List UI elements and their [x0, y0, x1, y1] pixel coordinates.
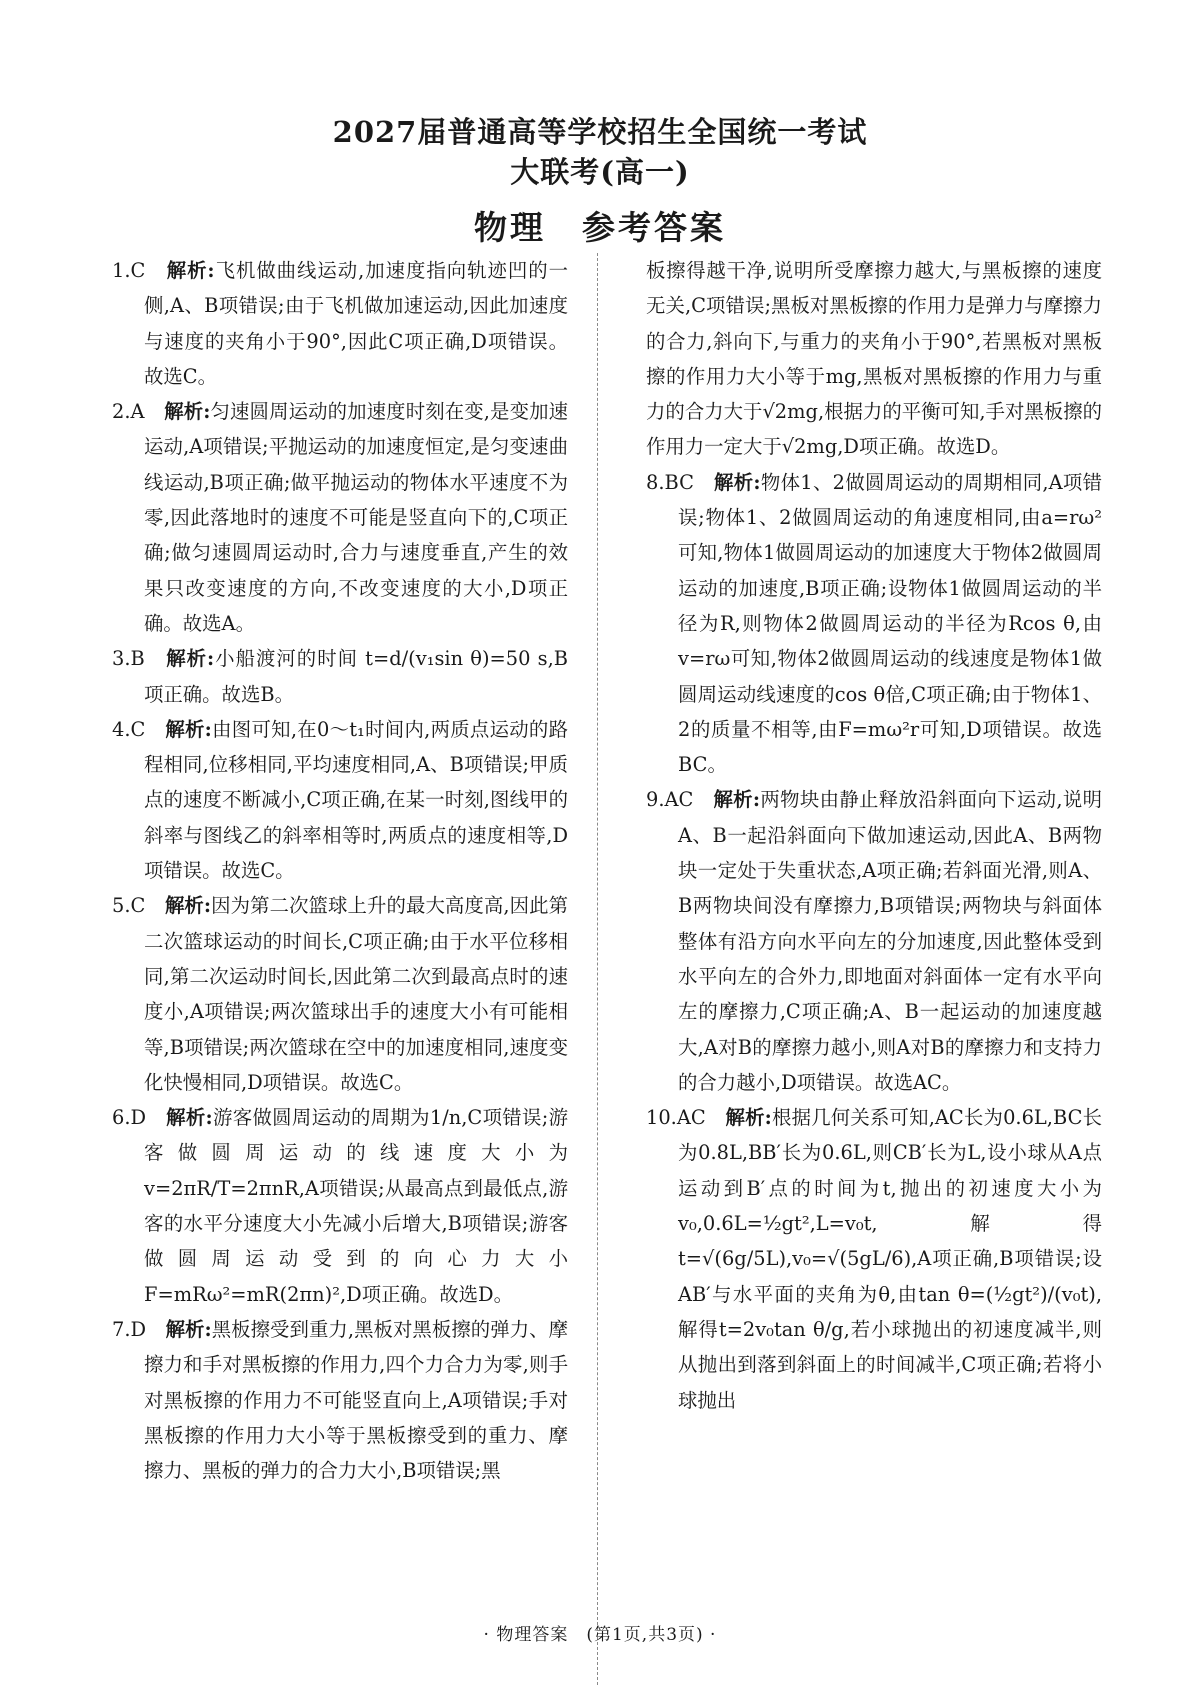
analysis-label: 解析: [166, 259, 215, 282]
item-number: 3. [112, 647, 131, 671]
item-answer: C [130, 717, 146, 741]
answer-item-7 [112, 1312, 568, 1488]
item-answer: B [130, 647, 145, 671]
item-answer: BC [664, 470, 694, 494]
item-text: 黑板擦受到重力,黑板对黑板擦的弹力、摩擦力和手对黑板擦的作用力,四个力合力为零,则手对黑板擦的作用力不可能竖直向上,A项错误;手对黑板擦的作用力大小等于黑板擦受到的重力、摩擦力、黑板的弹力的合力大小,B项错误;黑 [144, 1317, 568, 1483]
left-column [112, 253, 568, 1488]
item-answer: D [130, 1106, 147, 1130]
answer-item-3 [112, 641, 568, 712]
column-divider [597, 253, 598, 1685]
item-answer: C [130, 894, 146, 918]
answer-item-4 [112, 712, 568, 888]
item-text: 板擦得越干净,说明所受摩擦力越大,与黑板擦的速度无关,C项错误;黑板对黑板擦的作用力是弹力与摩擦力的合力,斜向下,与重力的夹角小于90°,若黑板对黑板擦的作用力大小等于mg,黑板对黑板擦的作用力与重力的合力大于√2mg,根据力的平衡可知,手对黑板擦的作用力一定大于√2mg,D项正确。故选D。 [646, 259, 1102, 459]
right-column [646, 253, 1102, 1418]
item-number: 6. [112, 1106, 131, 1130]
item-number: 5. [112, 894, 131, 918]
analysis-label: 解析: [725, 1106, 772, 1130]
item-text: 物体1、2做圆周运动的周期相同,A项错误;物体1、2做圆周运动的角速度相同,由a=rω²可知,物体1做圆周运动的加速度大于物体2做圆周运动的加速度,B项正确;设物体1做圆周运动的半径为R,则物体2做圆周运动的半径为Rcos θ,由v=rω可知,物体2做圆周运动的线速度是物体1做圆周运动线速度的cos θ倍,C项正确;由于物体1、2的质量不相等,由F=mω²r可知,D项错误。故选BC。 [678, 470, 1102, 777]
item-text: 根据几何关系可知,AC长为0.6L,BC长为0.8L,BB′长为0.6L,则CB′长为L,设小球从A点运动到B′点的时间为t,抛出的初速度大小为v₀,0.6L=½gt²,L=v₀t,解得t=√(6g/5L),v₀=√(5gL/6),A项正确,B项错误;设AB′与水平面的夹角为θ,由tan θ=(½gt²)/(v₀t),解得t=2v₀tan θ/g,若小球抛出的初速度减半,则从抛出到落到斜面上的时间减半,C项正确;若将小球抛出 [678, 1106, 1103, 1412]
item-number: 1. [112, 259, 131, 282]
item-text: 因为第二次篮球上升的最大高度高,因此第二次篮球运动的时间长,C项正确;由于水平位移相同,第二次运动时间长,因此第二次到最高点时的速度小,A项错误;两次篮球出手的速度大小有可能相等,B项错误;两次篮球在空中的加速度相同,速度变化快慢相同,D项错误。故选C。 [144, 894, 568, 1094]
exam-subtitle: 大联考(高一) [510, 155, 690, 189]
item-number: 9. [646, 788, 665, 812]
analysis-label: 解析: [165, 1317, 212, 1341]
item-text: 游客做圆周运动的周期为1/n,C项错误;游客做圆周运动的线速度大小为v=2πR/T=2πnR,A项错误;从最高点到最低点,游客的水平分速度大小先减小后增大,B项错误;游客做圆周运动受到的向心力大小F=mRω²=mR(2πn)²,D项正确。故选D。 [144, 1106, 568, 1306]
item-text: 飞机做曲线运动,加速度指向轨迹凹的一侧,A、B项错误;由于飞机做加速运动,因此加速度与速度的夹角小于90°,因此C项正确,D项错误。故选C。 [144, 259, 568, 388]
item-text: 小船渡河的时间 t=d/(v₁sin θ)=50 s,B项正确。故选B。 [144, 647, 568, 706]
item-number: 4. [112, 717, 131, 741]
item-answer: AC [676, 1106, 706, 1130]
exam-title: 2027届普通高等学校招生全国统一考试 [332, 115, 868, 149]
analysis-label: 解析: [164, 400, 211, 424]
item-answer: AC [664, 788, 694, 812]
answer-item-1 [112, 253, 568, 394]
analysis-label: 解析: [164, 894, 212, 918]
answer-item-10 [646, 1100, 1102, 1418]
item-number: 10. [646, 1106, 677, 1130]
item-number: 7. [112, 1317, 131, 1341]
item-answer: C [130, 259, 146, 282]
answer-item-9 [646, 782, 1102, 1100]
item-text: 由图可知,在0～t₁时间内,两质点运动的路程相同,位移相同,平均速度相同,A、B项错误;甲质点的速度不断减小,C项正确,在某一时刻,图线甲的斜率与图线乙的斜率相等时,两质点的速度相等,D项错误。故选C。 [144, 717, 569, 883]
item-answer: D [130, 1317, 147, 1341]
analysis-label: 解析: [165, 717, 212, 741]
item-number: 8. [646, 470, 665, 494]
analysis-label: 解析: [166, 1106, 213, 1130]
item-answer: A [130, 400, 145, 424]
answer-item-2 [112, 394, 568, 641]
analysis-label: 解析: [713, 788, 761, 812]
answer-item-6 [112, 1100, 568, 1312]
item-number: 2. [112, 400, 131, 424]
subject-heading: 物理 参考答案 [474, 208, 726, 247]
answer-item-7-continued [646, 253, 1102, 465]
analysis-label: 解析: [714, 470, 761, 494]
page-footer: · 物理答案 (第1页,共3页) · [483, 1625, 717, 1645]
item-text: 两物块由静止释放沿斜面向下运动,说明A、B一起沿斜面向下做加速运动,因此A、B两物块一定处于失重状态,A项正确;若斜面光滑,则A、B两物块间没有摩擦力,B项错误;两物块与斜面体整体有沿方向水平向左的分加速度,因此整体受到水平向左的合外力,即地面对斜面体一定有水平向左的摩擦力,C项正确;A、B一起运动的加速度越大,A对B的摩擦力越小,则A对B的摩擦力和支持力的合力越小,D项错误。故选AC。 [678, 788, 1102, 1094]
analysis-label: 解析: [166, 647, 215, 671]
item-text: 匀速圆周运动的加速度时刻在变,是变加速运动,A项错误;平抛运动的加速度恒定,是匀变速曲线运动,B项正确;做平抛运动的物体水平速度不为零,因此落地时的速度不可能是竖直向下的,C项正确;做匀速圆周运动时,合力与速度垂直,产生的效果只改变速度的方向,不改变速度的大小,D项正确。故选A。 [144, 400, 568, 635]
page-header [0, 112, 1200, 252]
answer-item-5 [112, 888, 568, 1100]
answer-item-8 [646, 465, 1102, 783]
